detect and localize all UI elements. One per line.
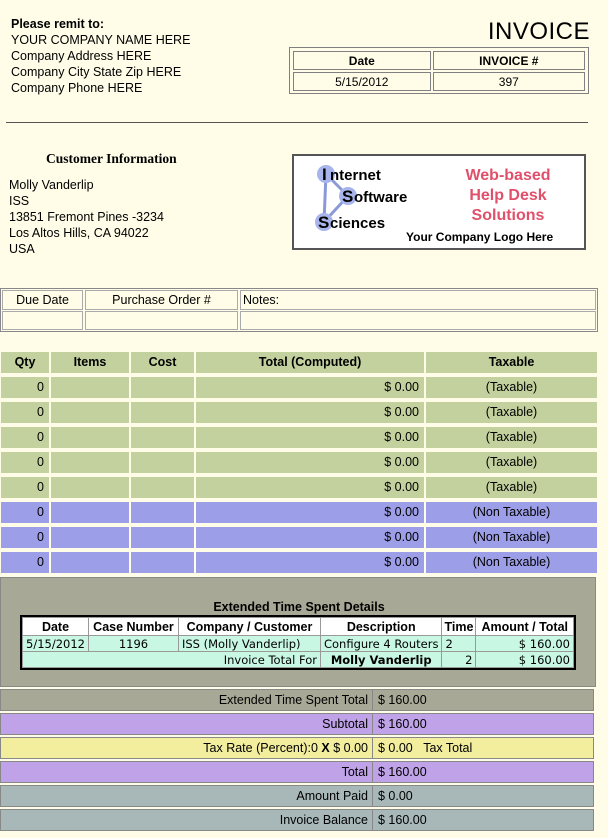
table-row	[0, 376, 598, 401]
item-cost	[130, 401, 195, 424]
tax-rate-cell	[1, 738, 373, 758]
logo-letter-s2: S	[318, 213, 330, 232]
ext-total-summary-label: Extended Time Spent Total	[1, 690, 373, 710]
balance-value: $ 160.00	[378, 813, 427, 827]
subtotal-row	[0, 713, 594, 735]
item-qty: 0	[0, 451, 50, 474]
table-row	[0, 426, 598, 451]
ext-header-amount: Amount / Total	[476, 618, 574, 636]
item-taxable: (Taxable)	[425, 451, 598, 474]
extended-time-title: Extended Time Spent Details	[213, 600, 385, 614]
ext-header-time: Time	[442, 618, 476, 636]
extended-time-section	[0, 577, 596, 687]
item-name	[50, 526, 130, 549]
company-name: YOUR COMPANY NAME HERE	[11, 33, 191, 47]
header-taxable: Taxable	[425, 351, 598, 374]
logo-slogan	[446, 166, 570, 226]
table-row	[0, 451, 598, 476]
table-row	[0, 501, 598, 526]
subtotal-label: Subtotal	[1, 714, 373, 734]
tax-value-cell	[375, 738, 472, 758]
remit-heading: Please remit to:	[11, 17, 105, 31]
customer-company: ISS	[9, 194, 30, 208]
logo-word-sciences: ciences	[330, 215, 386, 232]
customer-block	[9, 177, 164, 257]
company-address: Company Address HERE	[11, 49, 152, 63]
ext-time: 2	[442, 636, 476, 652]
ext-header-company: Company / Customer	[178, 618, 320, 636]
item-name	[50, 551, 130, 574]
item-taxable: (Taxable)	[425, 426, 598, 449]
amount-paid-value: $ 0.00	[378, 789, 413, 803]
invoice-number-label: INVOICE #	[433, 51, 585, 70]
logo-letter-s1: S	[342, 187, 354, 206]
item-total: $ 0.00	[195, 451, 425, 474]
item-qty: 0	[0, 501, 50, 524]
tax-value: $ 0.00	[378, 741, 413, 755]
item-cost	[130, 451, 195, 474]
item-taxable: (Taxable)	[425, 376, 598, 399]
item-cost	[130, 551, 195, 574]
logo-word-software: oftware	[354, 189, 408, 206]
amount-paid-label: Amount Paid	[1, 786, 373, 806]
item-cost	[130, 476, 195, 499]
ext-case-number[interactable]: 1196	[88, 636, 178, 652]
header-items: Items	[50, 351, 130, 374]
total-value: $ 160.00	[378, 765, 427, 779]
item-qty: 0	[0, 401, 50, 424]
total-label: Total	[1, 762, 373, 782]
table-row	[0, 526, 598, 551]
ext-total-time: 2	[442, 652, 476, 668]
invoice-info-box	[289, 47, 589, 94]
ext-total-row	[23, 652, 574, 668]
item-name	[50, 401, 130, 424]
total-row	[0, 761, 594, 783]
item-total: $ 0.00	[195, 551, 425, 574]
ext-company: ISS (Molly Vanderlip)	[178, 636, 320, 652]
item-name	[50, 426, 130, 449]
order-info-box	[0, 288, 598, 332]
table-row	[0, 476, 598, 501]
item-taxable: (Non Taxable)	[425, 526, 598, 549]
table-row	[23, 636, 574, 652]
item-total: $ 0.00	[195, 476, 425, 499]
tax-multiply: X	[321, 741, 330, 755]
item-taxable: (Non Taxable)	[425, 551, 598, 574]
company-city-state-zip: Company City State Zip HERE	[11, 65, 182, 79]
ext-header-date: Date	[23, 618, 89, 636]
item-qty: 0	[0, 426, 50, 449]
item-total: $ 0.00	[195, 426, 425, 449]
balance-row	[0, 809, 594, 831]
items-header-row	[0, 351, 598, 376]
ext-amount: $ 160.00	[476, 636, 574, 652]
customer-street: 13851 Fremont Pines -3234	[9, 210, 164, 224]
item-taxable: (Non Taxable)	[425, 501, 598, 524]
tax-rate-label: Tax Rate (Percent):0	[203, 741, 318, 755]
table-row	[0, 401, 598, 426]
customer-name: Molly Vanderlip	[9, 178, 94, 192]
company-logo	[292, 154, 586, 250]
item-name	[50, 476, 130, 499]
table-row	[0, 551, 598, 576]
customer-info-title: Customer Information	[46, 151, 177, 166]
item-qty: 0	[0, 376, 50, 399]
ext-total-label: Invoice Total For	[23, 652, 321, 668]
ext-header-description: Description	[320, 618, 441, 636]
iss-logo-graphic	[308, 162, 433, 234]
balance-label: Invoice Balance	[1, 810, 373, 830]
ext-total-amount: $ 160.00	[476, 652, 574, 668]
item-name	[50, 451, 130, 474]
item-total: $ 0.00	[195, 501, 425, 524]
header-divider	[6, 122, 588, 123]
item-qty: 0	[0, 526, 50, 549]
due-date-field[interactable]	[2, 311, 83, 330]
company-phone: Company Phone HERE	[11, 81, 143, 95]
extended-time-table	[20, 615, 576, 670]
invoice-date-label: Date	[293, 51, 431, 70]
item-name	[50, 501, 130, 524]
item-qty: 0	[0, 476, 50, 499]
invoice-number: 397	[433, 72, 585, 91]
ext-header-case: Case Number	[88, 618, 178, 636]
logo-tagline: Your Company Logo Here	[406, 230, 554, 244]
subtotal-value: $ 160.00	[378, 717, 427, 731]
extended-header-row	[23, 618, 574, 636]
item-taxable: (Taxable)	[425, 476, 598, 499]
slogan-line-2: Help Desk	[469, 187, 547, 204]
tax-base: $ 0.00	[333, 741, 368, 755]
logo-letter-i: I	[322, 165, 327, 184]
item-qty: 0	[0, 551, 50, 574]
header-qty: Qty	[0, 351, 50, 374]
customer-city: Los Altos Hills, CA 94022	[9, 226, 149, 240]
header-cost: Cost	[130, 351, 195, 374]
customer-country: USA	[9, 242, 35, 256]
notes-field[interactable]	[240, 311, 596, 330]
ext-total-summary-row	[0, 689, 594, 711]
notes-label: Notes:	[240, 290, 596, 310]
po-field[interactable]	[85, 311, 238, 330]
ext-total-summary-value: $ 160.00	[378, 693, 427, 707]
logo-word-internet: nternet	[330, 167, 381, 184]
item-cost	[130, 426, 195, 449]
tax-row	[0, 737, 594, 759]
invoice-title: INVOICE	[487, 18, 590, 45]
due-date-label: Due Date	[2, 290, 83, 310]
invoice-date: 5/15/2012	[293, 72, 431, 91]
po-label: Purchase Order #	[85, 290, 238, 310]
item-taxable: (Taxable)	[425, 401, 598, 424]
slogan-line-3: Solutions	[471, 207, 545, 224]
item-total: $ 0.00	[195, 376, 425, 399]
item-cost	[130, 526, 195, 549]
tax-total-label: Tax Total	[423, 741, 473, 755]
item-cost	[130, 376, 195, 399]
ext-total-name: Molly Vanderlip	[320, 652, 441, 668]
item-total: $ 0.00	[195, 401, 425, 424]
item-cost	[130, 501, 195, 524]
amount-paid-row	[0, 785, 594, 807]
ext-description: Configure 4 Routers	[320, 636, 441, 652]
ext-date: 5/15/2012	[23, 636, 89, 652]
item-total: $ 0.00	[195, 526, 425, 549]
remit-block	[11, 16, 190, 96]
header-total: Total (Computed)	[195, 351, 425, 374]
slogan-line-1: Web-based	[465, 167, 551, 184]
item-name	[50, 376, 130, 399]
